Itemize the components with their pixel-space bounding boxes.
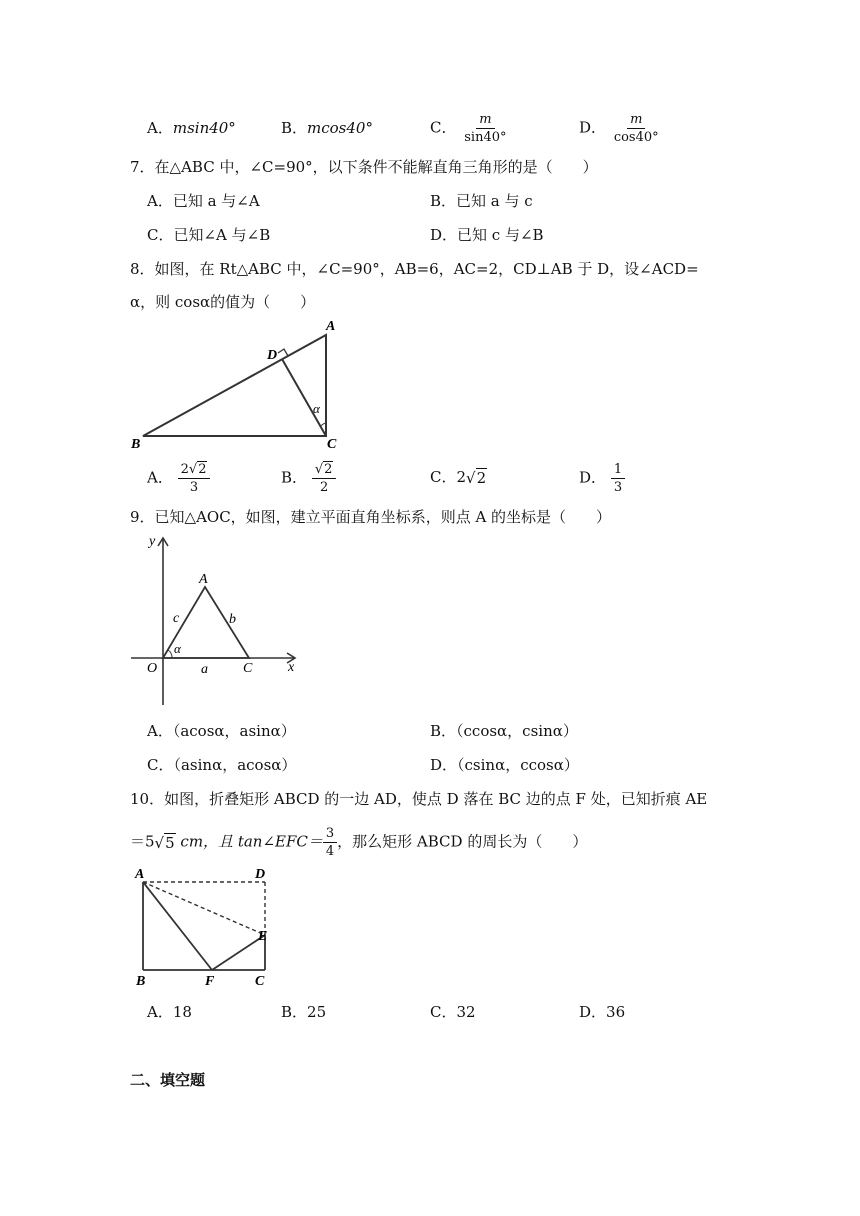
q9-label-x: x: [288, 660, 295, 675]
q10-stem-line1: 10．如图，折叠矩形 ABCD 的一边 AD，使点 D 落在 BC 边的点 F 处，已知折痕 AE: [130, 790, 708, 808]
q8-option-b-fraction: $\frac{√2}{2}$: [312, 462, 337, 495]
q8-label-b: B: [131, 437, 141, 452]
q9-option-a: A．（acosα，asinα）: [147, 722, 296, 740]
q10-label-c: C: [255, 974, 265, 989]
q8-option-d: D． $\frac{1}{3}$: [579, 462, 625, 495]
q10-label-f: F: [205, 974, 215, 989]
q7-option-c: C．已知∠A 与∠B: [147, 226, 271, 244]
q6-option-d: D． $\frac{m}{\cos 40^\circ}$: [579, 112, 662, 145]
q8-option-c: C．2√2: [430, 468, 487, 487]
q8-label-c: C: [327, 437, 337, 452]
q9-label-o: O: [147, 661, 158, 676]
q8-label-alpha: α: [313, 401, 320, 416]
q8-option-b: B． $\frac{√2}{2}$: [281, 462, 336, 495]
q9-stem: 9．已知△AOC，如图，建立平面直角坐标系，则点 A 的坐标是（ ）: [130, 508, 612, 526]
q10-option-b: B．25: [281, 1003, 327, 1021]
q10-tan-fraction: $\frac{3}{4}$: [323, 826, 337, 859]
q9-label-y: y: [149, 534, 156, 549]
q9-option-c: C．（asinα，acosα）: [147, 756, 297, 774]
q10-stem-line2: ＝5√5 cm，且 tan∠EFC＝ $\frac{3}{4}$ ，那么矩形 ABCD 的周长为（ ）: [130, 826, 588, 859]
q6-option-b-value: mcos40°: [307, 119, 373, 137]
q9-label-alpha: α: [174, 641, 181, 656]
q9-label-side-b: b: [229, 612, 236, 627]
q8-label-a: A: [326, 319, 336, 334]
q10-option-c: C．32: [430, 1003, 476, 1021]
q9-label-side-a: a: [201, 662, 208, 677]
q10-option-a: A．18: [147, 1003, 192, 1021]
q6-option-a-value: msin40°: [172, 119, 236, 137]
q10-label-d: D: [255, 867, 266, 882]
q10-label-b: B: [136, 974, 146, 989]
q7-option-a: A．已知 a 与∠A: [147, 192, 260, 210]
q9-label-c-point: C: [243, 661, 253, 676]
q7-stem: 7．在△ABC 中，∠C=90°，以下条件不能解直角三角形的是（ ）: [130, 158, 598, 176]
q6-option-c-fraction: $\frac{m}{\sin 40^\circ}$: [464, 112, 507, 145]
q8-label-d: D: [267, 348, 278, 363]
q7-option-b: B．已知 a 与 c: [430, 192, 533, 210]
q9-option-d: D．（csinα，ccosα）: [430, 756, 579, 774]
q8-triangle-figure: [125, 315, 345, 455]
q8-option-a: A． $\frac{2√2}{3}$: [147, 462, 210, 495]
q6-option-d-fraction: $\frac{m}{\cos 40^\circ}$: [613, 112, 659, 145]
q8-stem-line1: 8．如图，在 Rt△ABC 中，∠C=90°，AB=6，AC=2，CD⊥AB 于 D，设∠ACD=: [130, 260, 699, 278]
q9-label-side-c: c: [173, 611, 180, 626]
section-heading-fill-in: 二、填空题: [130, 1071, 206, 1089]
q10-option-d: D．36: [579, 1003, 626, 1021]
q10-rectangle-figure: [125, 860, 285, 995]
q10-label-a: A: [135, 867, 145, 882]
q6-option-a: A．msin40°: [147, 119, 236, 137]
q6-option-b: B．mcos40°: [281, 119, 373, 137]
q9-option-b: B．（ccosα，csinα）: [430, 722, 578, 740]
q8-option-a-fraction: $\frac{2√2}{3}$: [178, 462, 211, 495]
q8-option-d-fraction: $\frac{1}{3}$: [611, 462, 625, 495]
q8-stem-line2: α，则 cosα的值为（ ）: [130, 293, 316, 311]
q9-label-a-point: A: [199, 572, 208, 587]
q7-option-d: D．已知 c 与∠B: [430, 226, 544, 244]
q10-label-e: E: [258, 929, 268, 944]
q9-coordinate-figure: [125, 530, 305, 710]
q6-option-c: C． $\frac{m}{\sin 40^\circ}$: [430, 112, 510, 145]
